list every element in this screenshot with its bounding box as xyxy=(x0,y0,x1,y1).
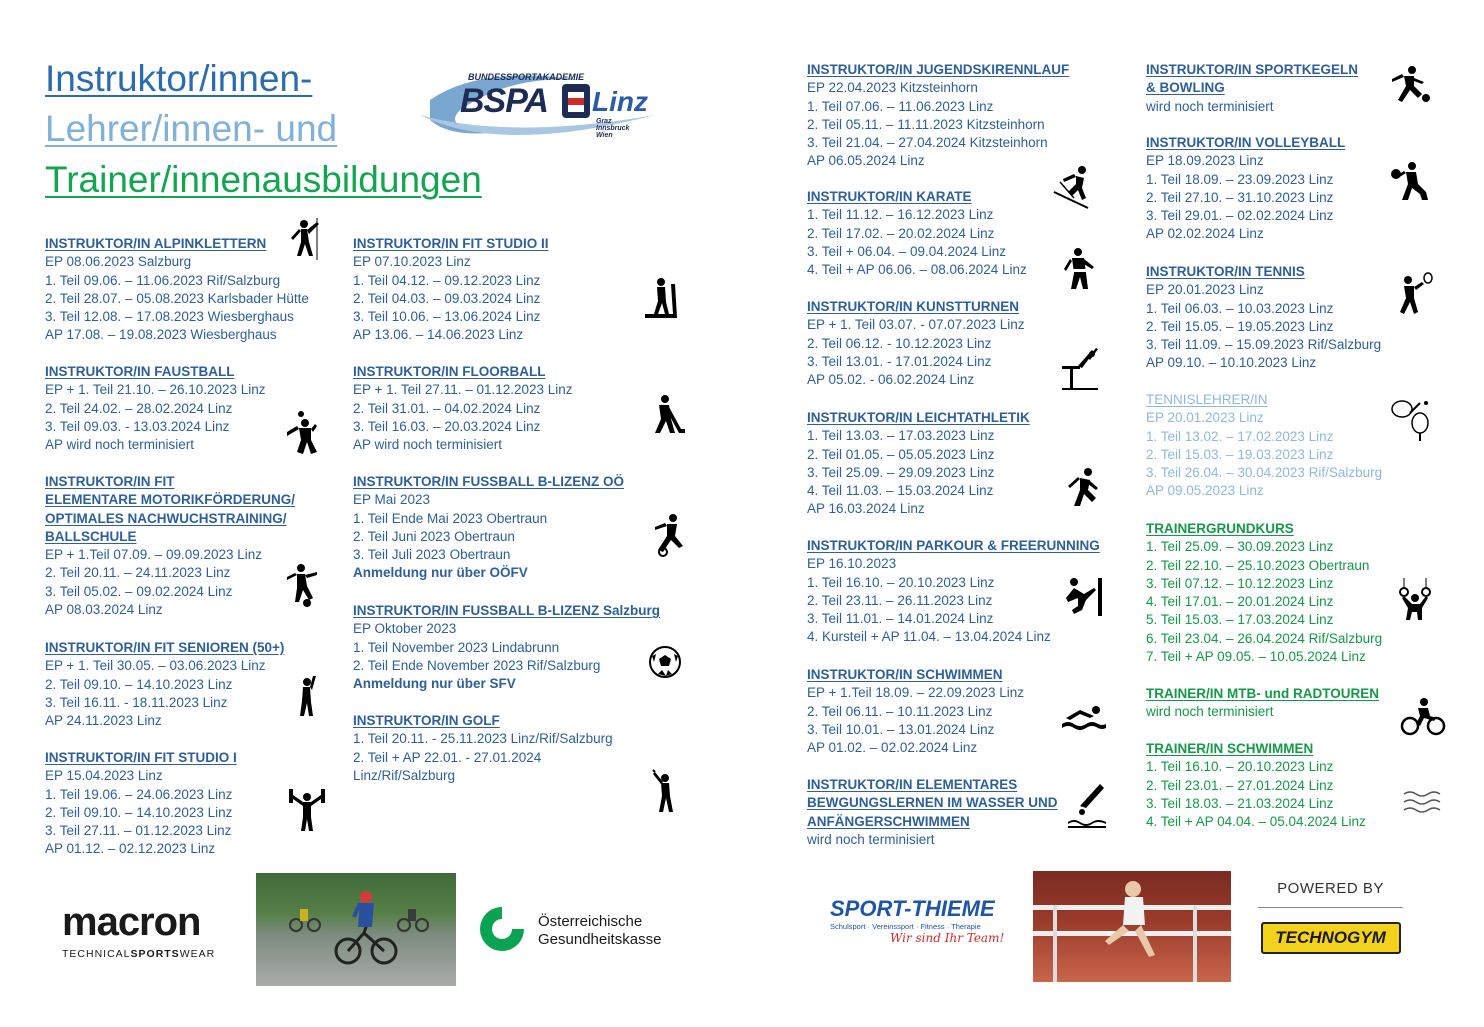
course-schwimmen: INSTRUKTOR/IN SCHWIMMEN EP + 1.Teil 18.09. – 22.09.2023 Linz 2. Teil 06.11. – 10.11.2023 Linz 3. Teil 10.01. – 13.01.2024 Linz AP 01.02. – 02.02.2024 Linz xyxy=(807,667,1025,756)
course-fussball-sbg: INSTRUKTOR/IN FUSSBALL B-LIZENZ Salzburg EP Oktober 2023 1. Teil November 2023 Lindabrunn 2. Teil Ende November 2023 Rif/Salzburg Anmeldung nur über SFV xyxy=(353,603,660,692)
title-line-2: Lehrer/innen- und xyxy=(45,108,338,149)
faustball-icon xyxy=(281,410,327,456)
treadmill-icon xyxy=(641,276,687,322)
oegk-logo: Österreichische Gesundheitskasse xyxy=(476,903,716,959)
course-floorball: INSTRUKTOR/IN FLOORBALL EP + 1. Teil 27.11. – 01.12.2023 Linz 2. Teil 31.01. – 04.02.2024 Linz 3. Teil 16.03. – 20.03.2024 Linz AP wird noch terminisiert xyxy=(353,364,573,453)
course-fit-studio-1: INSTRUKTOR/IN FIT STUDIO I EP 15.04.2023 Linz 1. Teil 19.06. – 24.06.2023 Linz 2. Teil 09.10. – 14.10.2023 Linz 3. Teil 27.11. – 01.12.2023 Linz AP 01.12. – 02.12.2023 Linz xyxy=(45,750,237,857)
gymnast-icon xyxy=(1058,346,1104,392)
course-sportkegeln: INSTRUKTOR/IN SPORTKEGELN & BOWLING wird noch terminisiert xyxy=(1146,62,1359,114)
climber-icon xyxy=(283,216,329,262)
course-mtb: TRAINER/IN MTB- und RADTOUREN wird noch terminisiert xyxy=(1146,686,1379,720)
course-elementares: INSTRUKTOR/IN ELEMENTARES BEWGUNGSLERNEN IM WASSER UND ANFÄNGERSCHWIMMEN wird noch terminisiert xyxy=(807,777,1058,847)
course-parkour: INSTRUKTOR/IN PARKOUR & FREERUNNING EP 16.10.2023 1. Teil 16.10. – 20.10.2023 Linz 2. Teil 23.11. – 26.11.2023 Linz 3. Teil 11.01. – 14.01.2024 Linz 4. Kursteil + AP 11.04. – 13.04.2024 Linz xyxy=(807,538,1100,645)
diver-icon xyxy=(1064,782,1110,828)
course-golf: INSTRUKTOR/IN GOLF 1. Teil 20.11. - 25.11.2023 Linz/Rif/Salzburg 2. Teil + AP 22.01. - 27.01.2024 Linz/Rif/Salzburg xyxy=(353,713,613,783)
soccer-player-icon xyxy=(645,512,691,558)
bowler-icon xyxy=(1386,64,1432,110)
technogym-logo: POWERED BY TECHNOGYM xyxy=(1258,880,1403,960)
course-tennislehrer: TENNISLEHRER/IN EP 20.01.2023 Linz 1. Teil 13.02. – 17.02.2023 Linz 2. Teil 15.03. – 19.03.2023 Linz 3. Teil 26.04. – 30.04.2023 Rif/Salzburg AP 09.05.2023 Linz xyxy=(1146,392,1383,499)
course-volleyball: INSTRUKTOR/IN VOLLEYBALL EP 18.09.2023 Linz 1. Teil 18.09. – 23.09.2023 Linz 2. Teil 27.10. – 31.10.2023 Linz 3. Teil 29.01. – 02.02.2024 Linz AP 02.02.2024 Linz xyxy=(1146,135,1346,242)
volleyball-icon xyxy=(1388,158,1434,204)
eagle-icon xyxy=(562,84,590,118)
karate-icon xyxy=(1058,247,1104,293)
course-leichtathletik: INSTRUKTOR/IN LEICHTATHLETIK 1. Teil 13.03. – 17.03.2023 Linz 2. Teil 01.05. – 05.05.2023 Linz 3. Teil 25.09. – 29.09.2023 Linz 4. Teil 11.03. – 15.03.2024 Linz AP 16.03.2024 Linz xyxy=(807,410,1030,517)
course-trainer-schwimmen: TRAINER/IN SCHWIMMEN 1. Teil 16.10. – 20.10.2023 Linz 2. Teil 23.01. – 27.01.2024 Linz 3. Teil 18.03. – 21.03.2024 Linz 4. Teil + AP 04.04. – 05.04.2024 Linz xyxy=(1146,741,1366,830)
tennis-player-icon xyxy=(1390,272,1436,318)
course-tennis: INSTRUKTOR/IN TENNIS EP 20.01.2023 Linz 1. Teil 06.03. – 10.03.2023 Linz 2. Teil 15.05. – 19.05.2023 Linz 3. Teil 11.09. – 15.09.2023 Rif/Salzburg AP 09.10. – 10.10.2023 Linz xyxy=(1146,264,1382,371)
course-fit-elementar: INSTRUKTOR/IN FIT ELEMENTARE MOTORIKFÖRDERUNG/ OPTIMALES NACHWUCHSTRAINING/ BALLSCHULE EP + 1.Teil 07.09. – 09.09.2023 Linz 2. Teil 20.11. – 24.11.2023 Linz 3. Teil 05.02. – 09.02.2024 Linz AP 08.03.2024 Linz xyxy=(45,474,296,618)
floorball-icon xyxy=(641,393,687,439)
course-karate: INSTRUKTOR/IN KARATE 1. Teil 11.12. – 16.12.2023 Linz 2. Teil 17.02. – 20.02.2024 Linz 3. Teil + 06.04. – 09.04.2024 Linz 4. Teil + AP 06.06. – 08.06.2024 Linz xyxy=(807,189,1027,278)
course-fit-senioren: INSTRUKTOR/IN FIT SENIOREN (50+) EP + 1. Teil 30.05. – 03.06.2023 Linz 2. Teil 09.10. – 14.10.2023 Linz 3. Teil 16.11. - 18.11.2023 Linz AP 24.11.2023 Linz xyxy=(45,640,285,729)
mountainbike-photo xyxy=(256,873,456,986)
course-title: INSTRUKTOR/IN FAUSTBALL xyxy=(45,364,235,379)
course-trainergrundkurs: TRAINERGRUNDKURS 1. Teil 25.09. – 30.09.2023 Linz 2. Teil 22.10. – 25.10.2023 Obertraun 3. Teil 07.12. – 10.12.2023 Linz 4. Teil 17.01. – 20.01.2024 Linz 5. Teil 15.03. – 17.03.2024 Linz 6. Teil 23.04. – 26.04.2024 Rif/Salzburg 7. Teil + AP 09.05. – 10.05.2024 Linz xyxy=(1146,521,1383,665)
course-fit-studio-2: INSTRUKTOR/IN FIT STUDIO II EP 07.10.2023 Linz 1. Teil 04.12. – 09.12.2023 Linz 2. Teil 04.03. – 09.03.2024 Linz 3. Teil 10.06. – 13.06.2024 Linz AP 13.06. – 14.06.2023 Linz xyxy=(353,236,549,343)
course-fussball-ooe: INSTRUKTOR/IN FUSSBALL B-LIZENZ OÖ EP Mai 2023 1. Teil Ende Mai 2023 Obertraun 2. Teil Juni 2023 Obertraun 3. Teil Juli 2023 Obertraun Anmeldung nur über OÖFV xyxy=(353,474,624,581)
title-line-3: Trainer/innenausbildungen xyxy=(45,159,482,200)
skier-icon xyxy=(1050,164,1096,210)
macron-logo: macron TECHNICALSPORTSWEAR xyxy=(62,900,216,960)
senior-stretch-icon xyxy=(283,672,329,718)
hurdles-photo xyxy=(1033,871,1231,982)
waves-icon xyxy=(1400,778,1446,824)
golfer-icon xyxy=(643,768,689,814)
cyclist-icon xyxy=(1400,694,1446,740)
course-faustball: INSTRUKTOR/IN FAUSTBALL EP + 1. Teil 21.10. – 26.10.2023 Linz 2. Teil 24.02. – 28.02.2024 Linz 3. Teil 09.03. - 13.03.2024 Linz AP wird noch terminisiert xyxy=(45,364,266,453)
rings-icon xyxy=(1396,576,1442,622)
weightlifter-icon xyxy=(285,785,331,831)
title-line-1: Instruktor/innen- xyxy=(45,58,313,99)
bspa-logo: BUNDESSPORTAKADEMIE BSPA Linz Graz Innsbruck Wien xyxy=(420,60,660,146)
course-jugendskirennlauf: INSTRUKTOR/IN JUGENDSKIRENNLAUF EP 22.04.2023 Kitzsteinhorn 1. Teil 07.06. – 11.06.2023 Linz 2. Teil 05.11. – 11.11.2023 Kitzsteinhorn 3. Teil 21.04. – 27.04.2024 Kitzsteinhorn AP 06.05.2024 Linz xyxy=(807,62,1070,169)
parkour-icon xyxy=(1060,574,1106,620)
course-kunstturnen: INSTRUKTOR/IN KUNSTTURNEN EP + 1. Teil 03.07. - 07.07.2023 Linz 2. Teil 06.12. - 10.12.2023 Linz 3. Teil 13.01. - 17.01.2024 Linz AP 05.02. - 06.02.2024 Linz xyxy=(807,299,1025,388)
runner-icon xyxy=(1058,466,1104,512)
sport-thieme-logo: SPORT-THIEME Schulsport · Vereinssport · Fitness · Therapie Wir sind Ihr Team! xyxy=(830,896,1005,945)
oegk-mark-icon xyxy=(476,903,528,955)
child-ball-icon xyxy=(283,562,329,608)
course-alpinklettern: INSTRUKTOR/IN ALPINKLETTERN EP 08.06.2023 Salzburg 1. Teil 09.06. – 11.06.2023 Rif/Salzburg 2. Teil 28.07. – 05.08.2023 Karlsbader Hütte 3. Teil 12.08. – 17.08.2023 Wiesberghaus AP 17.08. – 19.08.2023 Wiesberghaus xyxy=(45,236,309,343)
tennis-racket-icon xyxy=(1388,395,1434,441)
course-title: INSTRUKTOR/IN ALPINKLETTERN xyxy=(45,236,267,251)
swimmer-icon xyxy=(1060,696,1106,742)
soccer-ball-icon xyxy=(644,640,690,686)
